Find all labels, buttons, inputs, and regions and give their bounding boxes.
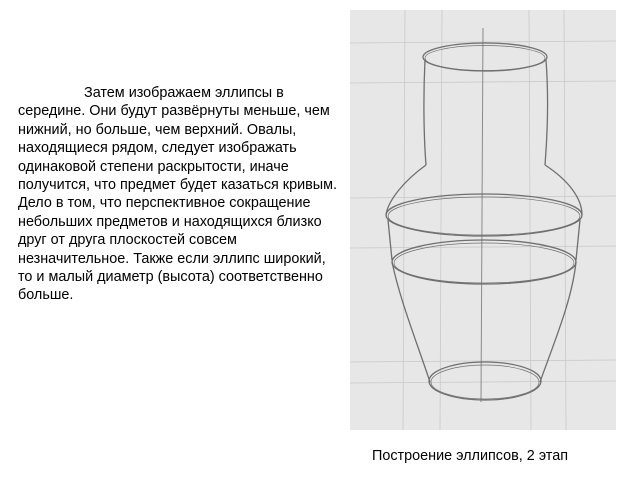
vase-sketch-figure: [350, 10, 616, 430]
figure-caption: Построение эллипсов, 2 этап: [372, 448, 569, 464]
body-text: Затем изображаем эллипсы в середине. Они будут развёрнуты меньше, чем нижний, но больше, чем верхний. Овалы, находящиеся рядом, следует изображать одинаковой степени раскрытости, иначе получится, что предмет будет казаться кривым. Дело в том, что перспективное сокращение небольших предметов и находящихся близко друг от друга плоскостей совсем незначительное. Также если эллипс широкий, то и малый диаметр (высота) соответственно больше.: [18, 85, 338, 304]
vase-sketch-drawing: [350, 10, 616, 430]
